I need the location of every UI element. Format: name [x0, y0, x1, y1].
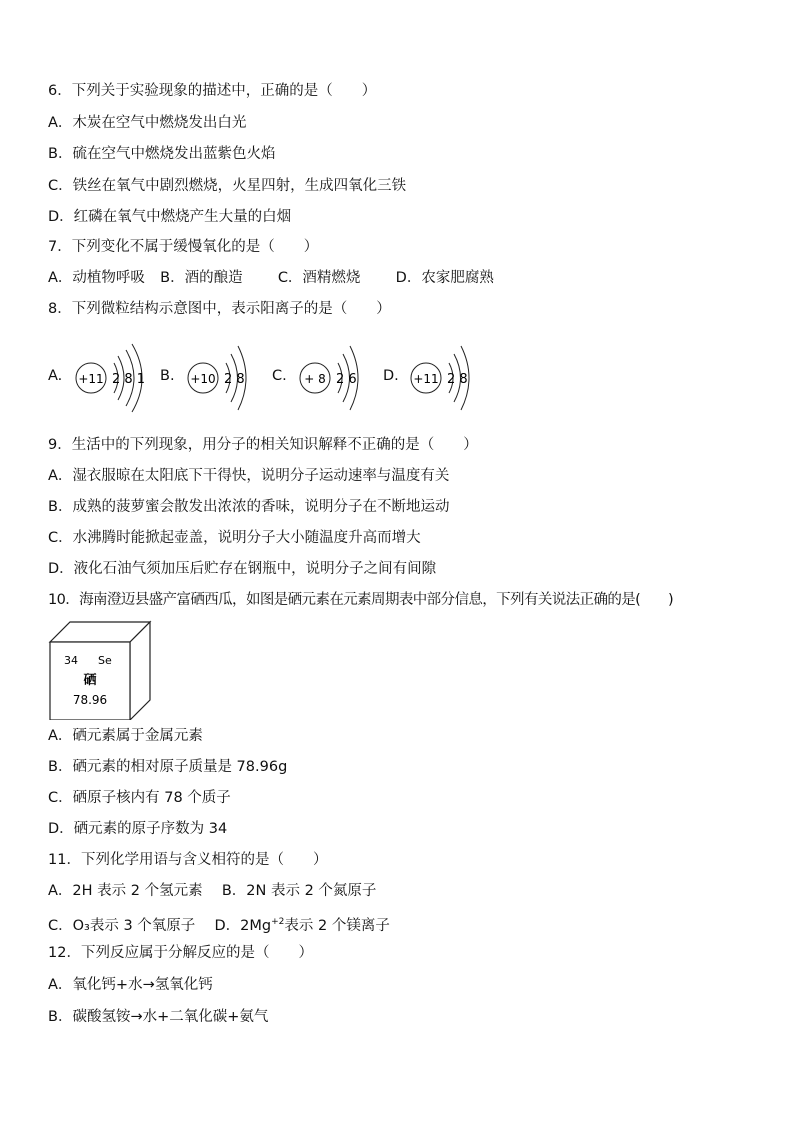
element-atomic-mass: 78.96 — [72, 693, 108, 707]
question-7-options — [48, 268, 494, 288]
question-11-option-a: A．2H 表示 2 个氢元素 — [48, 883, 203, 899]
question-10-stem: 10．海南澄迈县盛产富硒西瓜，如图是硒元素在元素周期表中部分信息，下列有关说法正确的是( ) — [48, 592, 674, 608]
atom-c-label: C. — [272, 368, 287, 384]
atom-a-nucleus: +11 — [78, 372, 104, 386]
selenium-element-card — [48, 620, 152, 720]
question-11-stem: 11．下列化学用语与含义相符的是（ ） — [48, 852, 328, 868]
element-name: 硒 — [83, 673, 97, 688]
atom-d-nucleus: +11 — [413, 372, 439, 386]
atom-a-electrons: 2 8 1 — [112, 372, 146, 387]
question-11-option-d: D．$2Mg^{+2}$表示 2 个镁离子 — [214, 917, 390, 934]
atom-c-electrons: 2 6 — [336, 372, 357, 387]
question-9-stem: 9．生活中的下列现象，用分子的相关知识解释不正确的是（ ） — [48, 437, 478, 453]
question-9-option-c: C．水沸腾时能掀起壶盖，说明分子大小随温度升高而增大 — [48, 530, 421, 546]
question-10-option-d: D．硒元素的原子序数为 34 — [48, 821, 228, 837]
question-7-option-a: A．动植物呼吸 — [48, 270, 145, 286]
question-11-row-2 — [48, 912, 390, 936]
atom-d-label: D. — [383, 368, 399, 384]
question-8-stem: 8．下列微粒结构示意图中，表示阳离子的是（ ） — [48, 301, 391, 317]
atom-b-nucleus: +10 — [190, 372, 216, 386]
atom-d-electrons: 2 8 — [447, 372, 468, 387]
element-symbol: Se — [98, 654, 112, 667]
question-11-row-1 — [48, 881, 376, 901]
question-7-option-b: B．酒的酿造 — [160, 270, 243, 286]
question-6-stem: 6．下列关于实验现象的描述中，正确的是（ ） — [48, 83, 377, 99]
question-11-option-c: C．O₃表示 3 个氧原子 — [48, 917, 196, 934]
atom-a-label: A. — [48, 368, 63, 384]
atom-d-diagram — [407, 338, 497, 418]
question-12-option-a: A．氧化钙+水→氢氧化钙 — [48, 977, 213, 993]
question-10-option-c: C．硒原子核内有 78 个质子 — [48, 790, 231, 806]
question-9-option-d: D．液化石油气须加压后贮存在钢瓶中，说明分子之间有间隙 — [48, 561, 437, 577]
question-9-option-b: B．成熟的菠萝蜜会散发出浓浓的香味，说明分子在不断地运动 — [48, 499, 450, 515]
question-12-option-b: B．碳酸氢铵→水+二氧化碳+氨气 — [48, 1009, 269, 1025]
atom-a-diagram — [72, 338, 172, 418]
atom-diagrams — [48, 338, 568, 418]
atom-b-label: B. — [160, 368, 175, 384]
question-6-option-d: D．红磷在氧气中燃烧产生大量的白烟 — [48, 209, 292, 225]
element-atomic-number: 34 — [64, 654, 78, 667]
question-7-option-d: D．农家肥腐熟 — [395, 270, 494, 286]
atom-b-diagram — [184, 338, 274, 418]
question-6-option-c: C．铁丝在氧气中剧烈燃烧，火星四射，生成四氧化三铁 — [48, 178, 407, 194]
atom-b-electrons: 2 8 — [224, 372, 245, 387]
question-6-option-b: B．硫在空气中燃烧发出蓝紫色火焰 — [48, 146, 276, 162]
question-12-stem: 12．下列反应属于分解反应的是（ ） — [48, 945, 313, 961]
question-6-option-a: A．木炭在空气中燃烧发出白光 — [48, 115, 247, 131]
atom-c-diagram — [296, 338, 386, 418]
atom-c-nucleus: + 8 — [304, 372, 326, 386]
question-7-stem: 7．下列变化不属于缓慢氧化的是（ ） — [48, 239, 319, 255]
question-9-option-a: A．湿衣服晾在太阳底下干得快，说明分子运动速率与温度有关 — [48, 468, 450, 484]
question-11-option-b: B．2N 表示 2 个氮原子 — [221, 883, 377, 899]
question-7-option-c: C．酒精燃烧 — [277, 270, 361, 286]
question-10-option-a: A．硒元素属于金属元素 — [48, 728, 203, 744]
question-10-option-b: B．硒元素的相对原子质量是 78.96g — [48, 759, 288, 775]
